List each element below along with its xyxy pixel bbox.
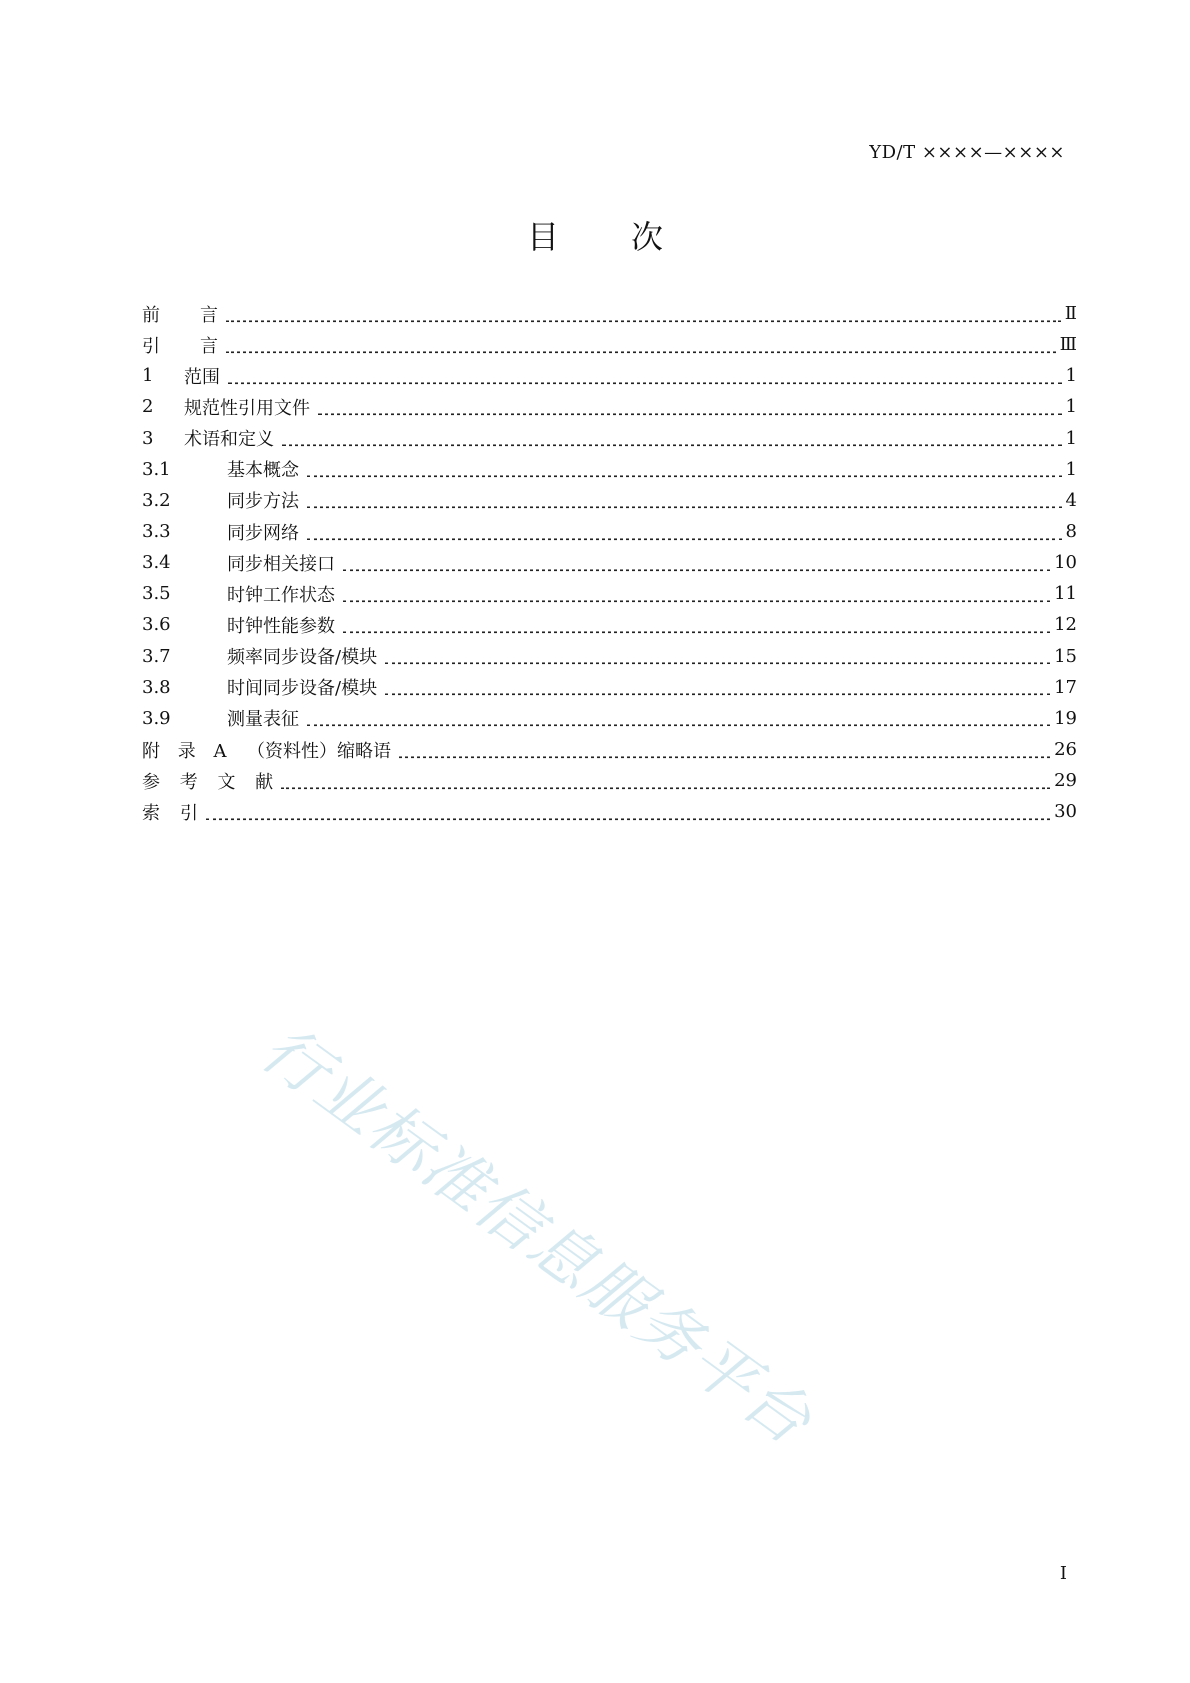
toc-leader-dots — [226, 319, 1061, 321]
toc-entry[interactable] — [142, 454, 1077, 485]
toc-entry-page: 1 — [1065, 365, 1077, 387]
toc-leader-dots — [318, 413, 1062, 415]
toc-entry[interactable] — [142, 703, 1077, 734]
toc-entry-number: 3.3 — [142, 521, 171, 543]
toc-entry-page: 10 — [1054, 552, 1077, 574]
toc-entry-page: 26 — [1054, 739, 1077, 761]
toc-entry[interactable] — [142, 672, 1077, 703]
toc-entry-number: 索 — [142, 802, 160, 824]
toc-entry-label: 同步网络 — [227, 522, 299, 544]
toc-leader-dots — [206, 818, 1050, 820]
toc-entry-number: 3.2 — [142, 489, 171, 511]
title-char-right: 次 — [631, 218, 664, 256]
toc-entry-label: 范围 — [184, 366, 220, 388]
toc-entry-label: 时钟工作状态 — [227, 584, 335, 606]
toc-leader-dots — [385, 693, 1050, 695]
toc-entry-page: 11 — [1054, 583, 1077, 605]
toc-entry-label: 时钟性能参数 — [227, 615, 335, 637]
toc-entry[interactable] — [142, 329, 1077, 360]
toc-entry-number: 2 — [142, 396, 154, 418]
toc-entry[interactable] — [142, 423, 1077, 454]
toc-leader-dots — [343, 631, 1050, 633]
toc-entry-label: 规范性引用文件 — [184, 397, 310, 419]
toc-entry-number: 3.8 — [142, 676, 171, 698]
toc-leader-dots — [281, 787, 1050, 789]
toc-entry[interactable] — [142, 641, 1077, 672]
toc-entry-page: 29 — [1054, 770, 1077, 792]
toc-entry-number: 3.7 — [142, 645, 171, 667]
toc-entry-number: 3.9 — [142, 707, 171, 729]
toc-entry-label: 言 — [200, 304, 218, 326]
toc-entry-page: 12 — [1054, 614, 1077, 636]
toc-entry[interactable] — [142, 796, 1077, 827]
toc-entry-number: 1 — [142, 365, 154, 387]
toc-entry-number: 3.4 — [142, 552, 171, 574]
toc-entry[interactable] — [142, 485, 1077, 516]
toc-entry-number: 3.1 — [142, 458, 171, 480]
toc-entry[interactable] — [142, 578, 1077, 609]
toc-entry-page: Ⅱ — [1064, 303, 1077, 325]
document-code: YD/T ××××—×××× — [869, 142, 1065, 163]
toc-entry-page: 4 — [1065, 489, 1077, 511]
toc-leader-dots — [307, 537, 1062, 539]
toc-entry-number: 前 — [142, 304, 160, 326]
toc-entry-label: 言 — [200, 335, 218, 357]
toc-leader-dots — [226, 351, 1056, 353]
toc-entry[interactable] — [142, 547, 1077, 578]
toc-entry-label: 基本概念 — [227, 460, 299, 482]
toc-leader-dots — [228, 382, 1062, 384]
title-char-left: 目 — [526, 218, 559, 256]
toc-leader-dots — [385, 662, 1050, 664]
toc-entry-label: 同步相关接口 — [227, 553, 335, 575]
page-title — [0, 212, 1190, 258]
toc-entry-page: 1 — [1065, 427, 1077, 449]
toc-leader-dots — [307, 475, 1062, 477]
toc-entry-page: 1 — [1065, 458, 1077, 480]
toc-entry[interactable] — [142, 391, 1077, 422]
toc-entry-label: 同步方法 — [227, 491, 299, 513]
toc-entry-label: 引 — [180, 802, 198, 824]
toc-entry[interactable] — [142, 609, 1077, 640]
toc-entry[interactable] — [142, 360, 1077, 391]
toc-entry-number: 3.5 — [142, 583, 171, 605]
toc-entry-page: 17 — [1054, 676, 1077, 698]
table-of-contents — [142, 298, 1077, 827]
toc-leader-dots — [307, 724, 1050, 726]
toc-entry-page: 1 — [1065, 396, 1077, 418]
toc-entry-page: 30 — [1054, 801, 1077, 823]
toc-entry-label: 术语和定义 — [184, 429, 274, 451]
toc-entry-page: 15 — [1054, 645, 1077, 667]
page-number: I — [1059, 1563, 1067, 1584]
toc-entry-label: （资料性）缩略语 — [247, 740, 391, 762]
toc-entry-label: 频率同步设备/模块 — [227, 647, 378, 669]
toc-entry-number: 3.6 — [142, 614, 171, 636]
toc-entry-label: 时间同步设备/模块 — [227, 678, 378, 700]
toc-entry-page: 19 — [1054, 707, 1077, 729]
toc-entry-number: 附 录 A — [142, 740, 227, 762]
toc-entry[interactable] — [142, 765, 1077, 796]
toc-entry[interactable] — [142, 516, 1077, 547]
toc-leader-dots — [343, 600, 1050, 602]
watermark: 行业标准信息服务平台 — [247, 1012, 826, 1460]
toc-leader-dots — [343, 569, 1050, 571]
toc-entry-number: 引 — [142, 335, 160, 357]
toc-entry-page: Ⅲ — [1059, 334, 1077, 356]
toc-entry-number: 参 考 文 献 — [142, 771, 274, 793]
toc-leader-dots — [399, 755, 1050, 757]
toc-leader-dots — [282, 444, 1062, 446]
toc-entry-page: 8 — [1065, 521, 1077, 543]
toc-entry[interactable] — [142, 298, 1077, 329]
toc-entry-label: 测量表征 — [227, 709, 299, 731]
toc-leader-dots — [307, 506, 1062, 508]
toc-entry-number: 3 — [142, 427, 154, 449]
toc-entry[interactable] — [142, 734, 1077, 765]
